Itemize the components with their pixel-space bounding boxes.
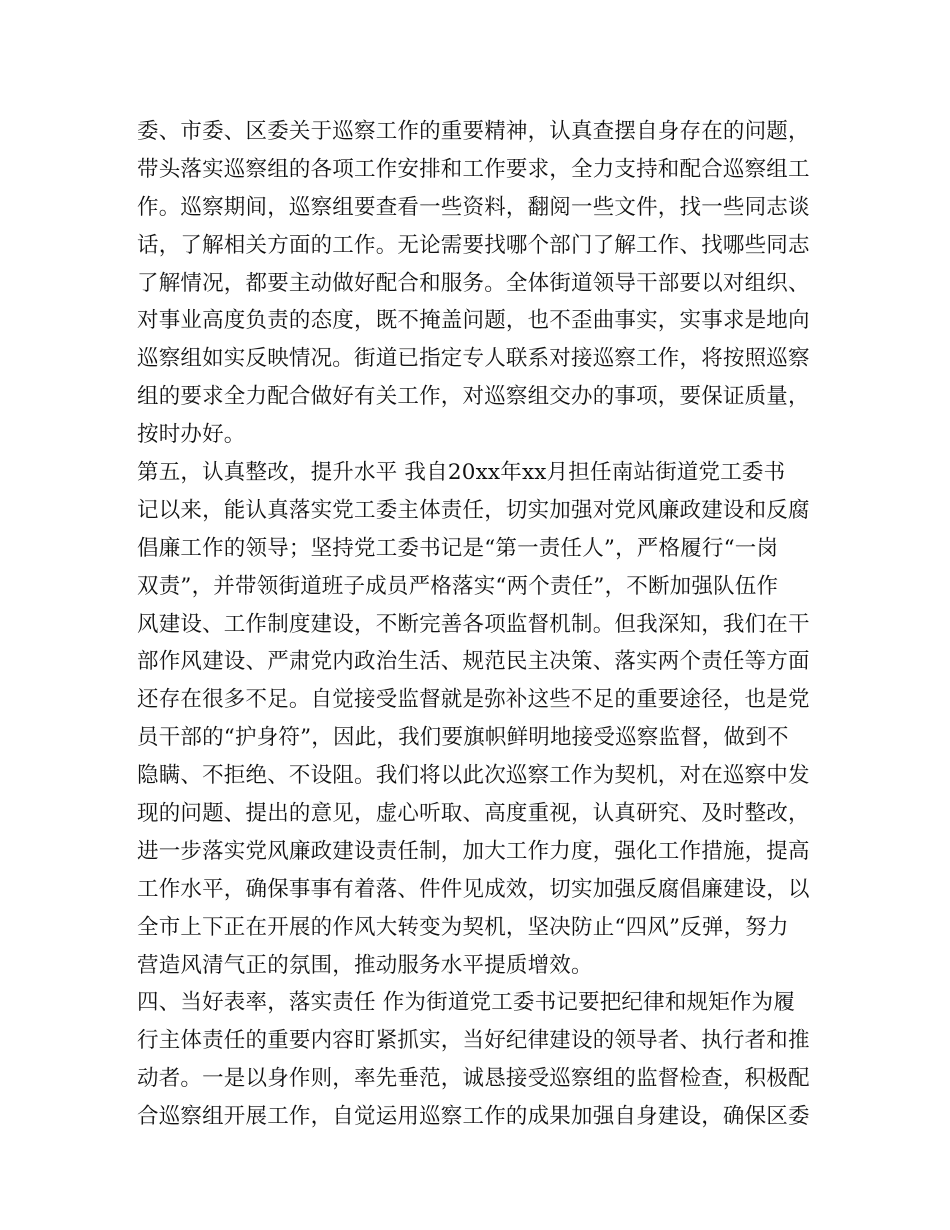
text-line: 四、当好表率，落实责任 作为街道党工委书记要把纪律和规矩作为履 bbox=[137, 990, 796, 1016]
text-line: 双责”，并带领街道班子成员严格落实“两个责任”，不断加强队伍作 bbox=[137, 573, 779, 599]
text-line: 行主体责任的重要内容盯紧抓实，当好纪律建设的领导者、执行者和推 bbox=[137, 1028, 810, 1054]
text-line: 对事业高度负责的态度，既不掩盖问题，也不歪曲事实，实事求是地向 bbox=[137, 308, 810, 334]
text-line: 作。巡察期间，巡察组要查看一些资料，翻阅一些文件，找一些同志谈 bbox=[137, 194, 810, 220]
text-line: 记以来，能认真落实党工委主体责任，切实加强对党风廉政建设和反腐 bbox=[137, 497, 810, 523]
text-line: 带头落实巡察组的各项工作安排和工作要求，全力支持和配合巡察组工 bbox=[137, 156, 810, 182]
text-line: 第五，认真整改，提升水平 我自20xx年xx月担任南站街道党工委书 bbox=[137, 460, 786, 486]
text-line: 动者。一是以身作则，率先垂范，诚恳接受巡察组的监督检查，积极配 bbox=[137, 1066, 810, 1092]
text-line: 工作水平，确保事事有着落、件件见成效，切实加强反腐倡廉建设，以 bbox=[137, 876, 810, 902]
text-line: 话，了解相关方面的工作。无论需要找哪个部门了解工作、找哪些同志 bbox=[137, 232, 810, 258]
text-line: 部作风建设、严肃党内政治生活、规范民主决策、落实两个责任等方面 bbox=[137, 649, 810, 675]
text-line: 营造风清气正的氛围，推动服务水平提质增效。 bbox=[137, 952, 593, 978]
text-line: 隐瞒、不拒绝、不设阻。我们将以此次巡察工作为契机，对在巡察中发 bbox=[137, 763, 810, 789]
text-line: 按时办好。 bbox=[137, 422, 246, 448]
text-line: 倡廉工作的领导；坚持党工委书记是“第一责任人”，严格履行“一岗 bbox=[137, 535, 779, 561]
text-line: 员干部的“护身符”，因此，我们要旗帜鲜明地接受巡察监督，做到不 bbox=[137, 725, 789, 751]
text-line: 进一步落实党风廉政建设责任制，加大工作力度，强化工作措施，提高 bbox=[137, 838, 810, 864]
text-line: 巡察组如实反映情况。街道已指定专人联系对接巡察工作，将按照巡察 bbox=[137, 346, 810, 372]
text-line: 风建设、工作制度建设，不断完善各项监督机制。但我深知，我们在干 bbox=[137, 611, 810, 637]
text-line: 现的问题、提出的意见，虚心听取、高度重视，认真研究、及时整改， bbox=[137, 801, 810, 827]
text-line: 了解情况，都要主动做好配合和服务。全体街道领导干部要以对组织、 bbox=[137, 270, 810, 296]
text-line: 委、市委、区委关于巡察工作的重要精神，认真查摆自身存在的问题， bbox=[137, 119, 810, 144]
text-line: 全市上下正在开展的作风大转变为契机，坚决防止“四风”反弹，努力 bbox=[137, 914, 789, 940]
text-line: 还存在很多不足。自觉接受监督就是弥补这些不足的重要途径，也是党 bbox=[137, 687, 810, 713]
text-line: 合巡察组开展工作，自觉运用巡察工作的成果加强自身建设，确保区委 bbox=[137, 1104, 810, 1130]
document-body bbox=[137, 113, 817, 1136]
text-line: 组的要求全力配合做好有关工作，对巡察组交办的事项，要保证质量， bbox=[137, 384, 810, 410]
